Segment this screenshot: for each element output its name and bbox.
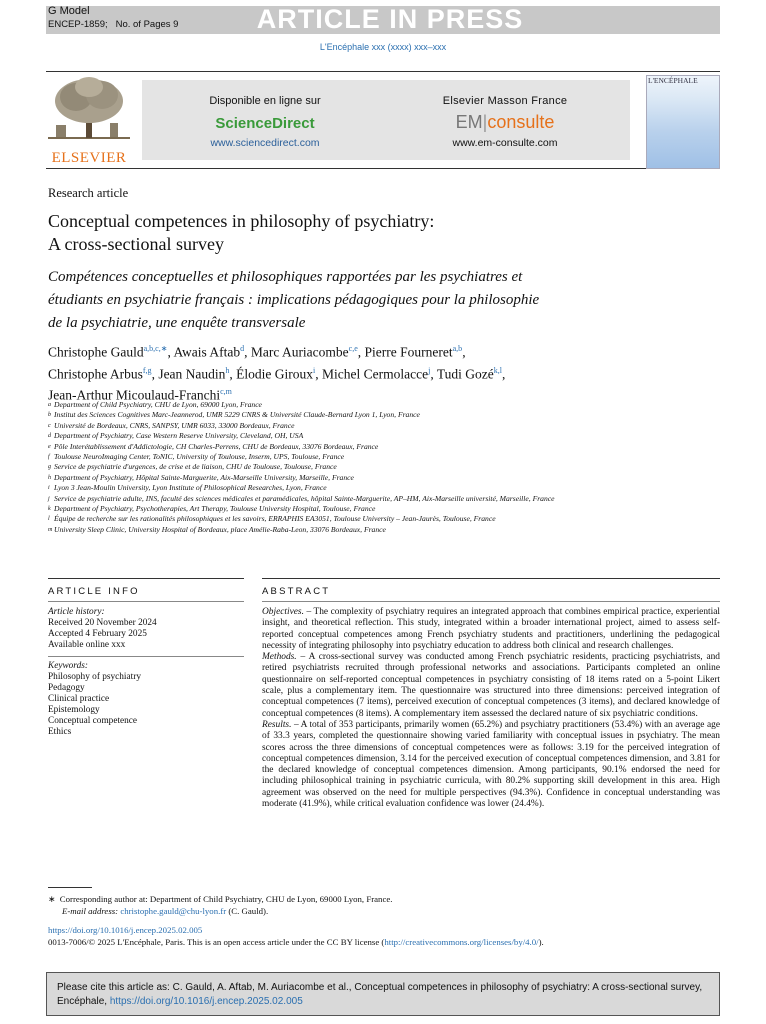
abstract-objectives: Objectives. – The complexity of psychiatry requires an integrated approach that combines empirical practice, experiential insight, and theoretical reflection. This study, integrated within a broader international project, aimed to assess self-reported conceptual competences among French psychiatry students and practitioners, underlining the pedagogical necessity of integrating philosophy into psychiatry education to address both clinical and research challenges. [262,607,720,651]
fr-title-line: Compétences conceptuelles et philosophiques rapportées par les psychiatres et [48,269,523,285]
author-name[interactable]: Christophe Arbus [48,366,143,381]
keyword: Clinical practice [48,694,110,704]
author-affil-sup[interactable]: j [428,365,431,375]
divider [48,578,244,579]
manuscript-id [48,19,178,31]
author-affil-sup[interactable]: i [313,365,316,375]
divider [262,578,720,579]
divider [48,601,244,602]
affiliation-item: d Department of Psychiatry, Case Western Reserve University, Cleveland, OH, USA [48,431,304,441]
affiliation-item: g Service de psychiatrie d'urgences, de crise et de liaison, CHU de Toulouse, Toulouse, France [48,462,337,472]
keyword: Epistemology [48,705,100,715]
affiliation-item: b Institut des Sciences Cognitives Marc-Jeannerod, UMR 5229 CNRS & Université Claude-Bernard Lyon 1, Lyon, France [48,410,420,420]
affiliation-item: a Department of Child Psychiatry, CHU de Lyon, 69000 Lyon, France [48,400,262,409]
author-list: Christophe Gauld$^{a,b,c,∗}$, Awais Aftab$^d$, Marc Auriacombe$^{c,e}$, Pierre Fourneret$^{a,b}$, Christophe Arbus$^{f,g}$, Jean Naudin$^h$, Élodie Giroux$^i$, Michel Cermolacce$^j$, Tudi Gozé$^{k,l}$, Jean-Arthur Micoulaud-Franchi$^{c,m}$ [48,344,506,403]
article-in-press-label: ARTICLE IN PRESS [256,4,524,34]
cover-title: L'ENCÉPHALE [648,76,698,85]
license-statement: 0013-7006/© 2025 L'Encéphale, Paris. This is an open access article under the CC BY license (http://creativecommons.org/licenses/by/4.0/). [48,937,544,947]
author-name[interactable]: Élodie Giroux [236,366,314,381]
fr-title-line: de la psychiatrie, une enquête transversale [48,315,306,331]
keyword: Conceptual competence [48,716,138,726]
keyword: Philosophy of psychiatry [48,672,141,682]
abstract-body [262,607,720,810]
affiliation-item: i Lyon 3 Jean-Moulin University, Lyon Institute of Philosophical Researches, Lyon, France [48,483,327,493]
affiliation-item: l Équipe de recherche sur les rationalités philosophiques et les savoirs, ERRAPHIS EA3051, Toulouse University – Jean-Jaurès, Toulouse, France [48,514,496,524]
sciencedirect-link[interactable]: www.sciencedirect.com [210,137,320,149]
author-affil-sup[interactable]: d [240,344,245,353]
title-line: Conceptual competences in philosophy of psychiatry: [48,211,435,231]
affiliation-item: j Service de psychiatrie adulte, INS, faculté des sciences médicales et paramédicales, hôpital Sainte-Marguerite, AP–HM, Aix-Marseille université, Marseille, France [48,493,555,503]
license-link[interactable]: http://creativecommons.org/licenses/by/4.0/ [384,937,539,947]
author-affil-sup[interactable]: h [225,365,230,375]
affiliation-item: h Department of Psychiatry, Hôpital Sainte-Marguerite, Aix-Marseille University, Marseille, France [48,472,354,482]
citation-doi-link[interactable]: https://doi.org/10.1016/j.encep.2025.02.005 [109,996,303,1007]
online-date: Available online xxx [48,640,126,650]
author-affil-sup[interactable]: a,b [452,344,463,353]
author-affil-sup[interactable]: a,b,c,∗ [143,344,168,353]
author-name[interactable]: Jean-Arthur Micoulaud-Franchi [48,387,221,403]
author-name[interactable]: Christophe Gauld [48,344,144,360]
sciencedirect-label: Disponible en ligne sur [209,95,321,107]
author-name[interactable]: Michel Cermolacce [322,366,429,381]
sciencedirect-logo[interactable]: ScienceDirect [215,115,315,132]
g-model-label: G Model [48,5,90,17]
footnote-divider [48,887,92,888]
journal-cover-image [646,75,720,169]
divider [262,601,720,602]
citation-box: Please cite this article as: C. Gauld, A. Aftab, M. Auriacombe et al., Conceptual competences in philosophy of psychiatry: A cross-sectional survey, Encéphale, https://doi.org/10.1016/j.encep.2025.02.005 [46,972,720,1016]
journal-reference-link[interactable]: L'Encéphale xxx (xxxx) xxx–xxx [319,42,447,52]
author-affil-sup[interactable]: c,e [348,344,358,353]
affiliation-list [48,400,698,535]
doi-link[interactable]: https://doi.org/10.1016/j.encep.2025.02.005 [48,925,203,935]
author-affil-sup[interactable]: k,l [493,365,502,375]
keyword: Pedagogy [48,683,85,693]
article-info-panel [48,607,244,738]
received-date: Received 20 November 2024 [48,618,157,628]
author-name[interactable]: Pierre Fourneret [364,344,453,360]
history-label: Article history: [48,607,105,617]
author-name[interactable]: Jean Naudin [158,366,226,381]
fr-title-line: étudiants en psychiatrie français : implications pédagogiques pour la philosophie [48,292,540,308]
elsevier-logo-text: ELSEVIER [51,150,127,166]
abstract-results: Results. – A total of 353 participants, primarily women (65.2%) and psychiatry practitioners (53.4%) with an average age of 33.3 years, completed the questionnaire showing varied familiarity with conceptual issues in psychiatry. The mean scores across the three dimensions of conceptual competences were as follows: 3.19 for the perceived integration of conceptual competences dimension, 3.14 for the perceived execution of conceptual competences dimension, and 3.81 for the declared knowledge of conceptual competences dimension. Among participants, 90.1% endorsed the need for including philosophical training in psychiatric curricula, with 80.2% supporting skill development in this area. High agreement was observed on the need for multiple perspectives (94.3%). Confidence in conceptual understanding was moderate (41.9%), while critical evaluation confidence was lower (24.4%). [262,719,720,810]
affiliation-item: c Université de Bordeaux, CNRS, SANPSY, UMR 6033, 33000 Bordeaux, France [48,420,295,430]
email-link[interactable]: christophe.gauld@chu-lyon.fr [120,906,227,916]
abstract-methods: Methods. – A cross-sectional survey was conducted among French psychiatric residents, practicing psychiatrists, and retired psychiatrists recruited through professional networks and associations. Participants completed an online questionnaire on self-reported conceptual competences in psychiatry consisting of 18 items rated on a 5-point Likert scale, plus a complementary item. The questionnaire was structured into three dimensions: perceived integration of conceptual competences (7 items), perceived execution of conceptual competences (3 items), and declared knowledge of conceptual competences (8 items). A complementary item assessed the declared nature of six psychiatric conditions. [262,652,720,719]
em-logo-left: EM [455,112,483,132]
keyword: Ethics [48,727,72,737]
keywords-label: Keywords: [48,661,88,671]
article-type: Research article [48,186,129,200]
affiliation-item: e Pôle Interétablissement d'Addictologie, CH Charles-Perrens, CHU de Bordeaux, 33076 Bordeaux, France [48,441,379,451]
page-count: No. of Pages 9 [115,19,179,30]
abstract-heading: ABSTRACT [262,586,331,597]
author-name[interactable]: Tudi Gozé [436,366,494,381]
author-name[interactable]: Marc Auriacombe [250,344,349,360]
author-affil-sup[interactable]: f,g [142,365,152,375]
em-consulte-logo[interactable]: EM|consulte [455,112,555,132]
affiliation-item: f Toulouse NeuroImaging Center, ToNIC, University of Toulouse, Inserm, UPS, Toulouse, France [48,452,345,462]
article-info-heading: ARTICLE INFO [48,586,140,597]
accepted-date: Accepted 4 February 2025 [48,629,147,639]
title-line: A cross-sectional survey [48,234,224,254]
em-logo-right: consulte [487,112,555,132]
affiliation-item: k Department of Psychiatry, Psychotherapies, Art Therapy, Toulouse University Hospital, Toulouse, France [48,504,376,514]
author-name[interactable]: Awais Aftab [173,344,241,360]
affiliation-item: m University Sleep Clinic, University Hospital of Bordeaux, place Amélie-Raba-Leon, 33076 Bordeaux, France [48,524,386,534]
divider [48,656,244,657]
elsevier-masson-label: Elsevier Masson France [442,95,568,107]
corresponding-author-note: ∗ Corresponding author at: Department of Child Psychiatry, CHU de Lyon, 69000 Lyon, France. E-mail address: christophe.gauld@chu-lyon.fr (C. Gauld). [48,894,393,916]
author-affil-sup[interactable]: c,m [220,387,232,396]
french-title [48,266,668,335]
article-title [48,210,668,256]
em-consulte-link[interactable]: www.em-consulte.com [452,137,558,149]
encep-id: ENCEP-1859; [48,19,108,30]
